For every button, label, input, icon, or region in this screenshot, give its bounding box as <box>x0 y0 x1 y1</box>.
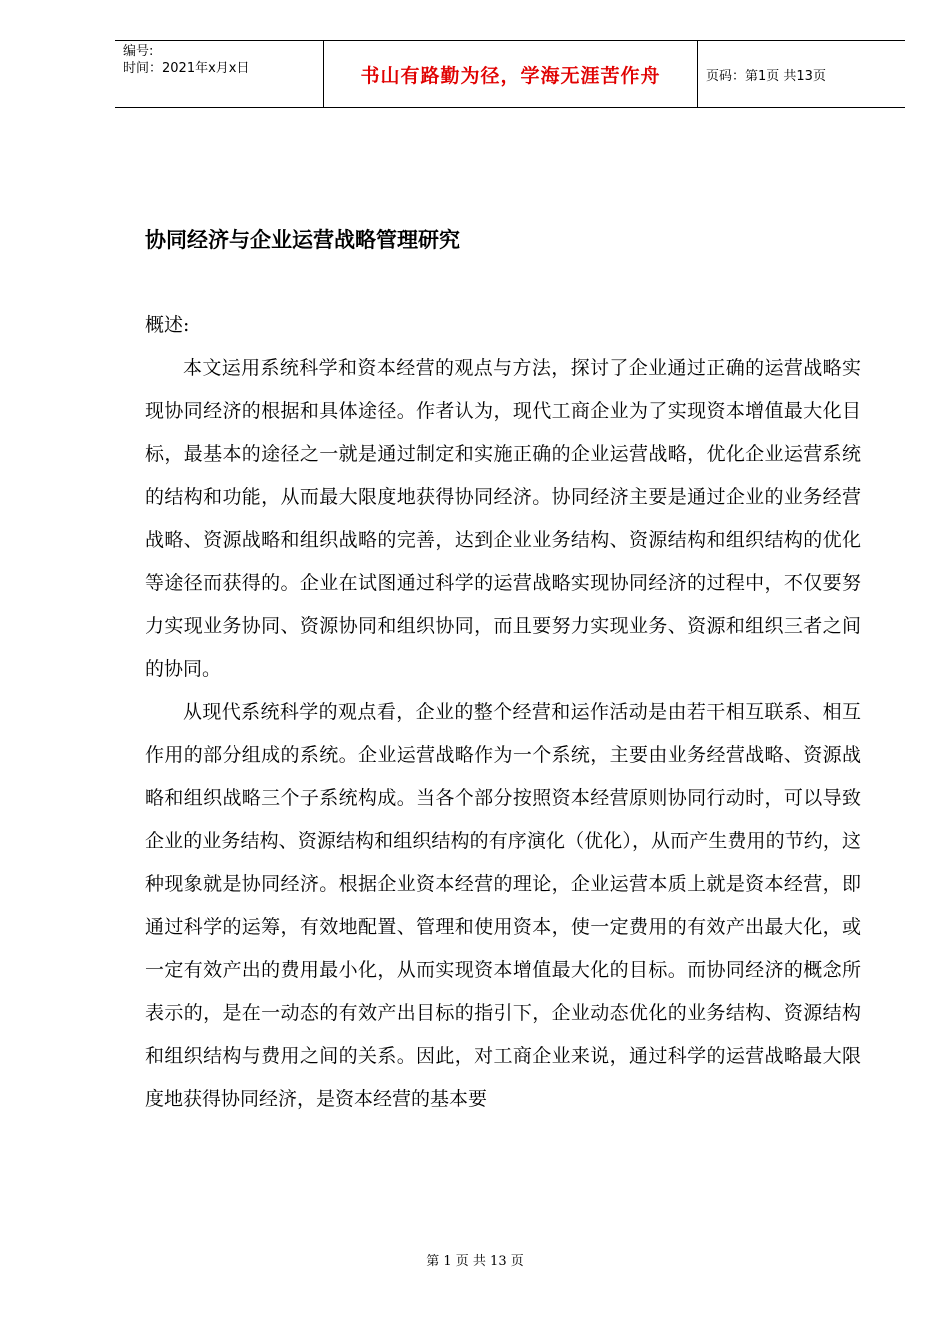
summary-label: 概述: <box>145 314 190 336</box>
document-body <box>145 304 861 1121</box>
document-title: 协同经济与企业运营战略管理研究 <box>145 228 460 252</box>
header-motto: 书山有路勤为径，学海无涯苦作舟 <box>360 64 661 87</box>
paragraph-2: 从现代系统科学的观点看，企业的整个经营和运作活动是由若干相互联系、相互作用的部分组成的系统。企业运营战略作为一个系统，主要由业务经营战略、资源战略和组织战略三个子系统构成。当各个部分按照资本经营原则协同行动时，可以导致企业的业务结构、资源结构和组织结构的有序演化（优化），从而产生费用的节约，这种现象就是协同经济。根据企业资本经营的理论，企业运营本质上就是资本经营，即通过科学的运筹，有效地配置、管理和使用资本，使一定费用的有效产出最大化，或一定有效产出的费用最小化，从而实现资本增值最大化的目标。而协同经济的概念所表示的，是在一动态的有效产出目标的指引下，企业动态优化的业务结构、资源结构和组织结构与费用之间的关系。因此，对工商企业来说，通过科学的运营战略最大限度地获得协同经济，是资本经营的基本要 <box>145 701 861 1110</box>
header-page-info: 页码：第1页 共13页 <box>706 68 826 84</box>
paragraph-1: 本文运用系统科学和资本经营的观点与方法，探讨了企业通过正确的运营战略实现协同经济的根据和具体途径。作者认为，现代工商企业为了实现资本增值最大化目标，最基本的途径之一就是通过制定和实施正确的企业运营战略，优化企业运营系统的结构和功能，从而最大限度地获得协同经济。协同经济主要是通过企业的业务经营战略、资源战略和组织战略的完善，达到企业业务结构、资源结构和组织结构的优化等途径而获得的。企业在试图通过科学的运营战略实现协同经济的过程中，不仅要努力实现业务协同、资源协同和组织协同，而且要努力实现业务、资源和组织三者之间的协同。 <box>145 357 861 680</box>
page-footer: 第 1 页 共 13 页 <box>426 1254 524 1269</box>
doc-number-label: 编号: <box>123 44 154 59</box>
header-motto-cell <box>324 41 698 107</box>
header-meta <box>115 41 324 107</box>
page-header <box>115 40 905 108</box>
doc-time-label: 时间：2021年x月x日 <box>123 61 250 76</box>
